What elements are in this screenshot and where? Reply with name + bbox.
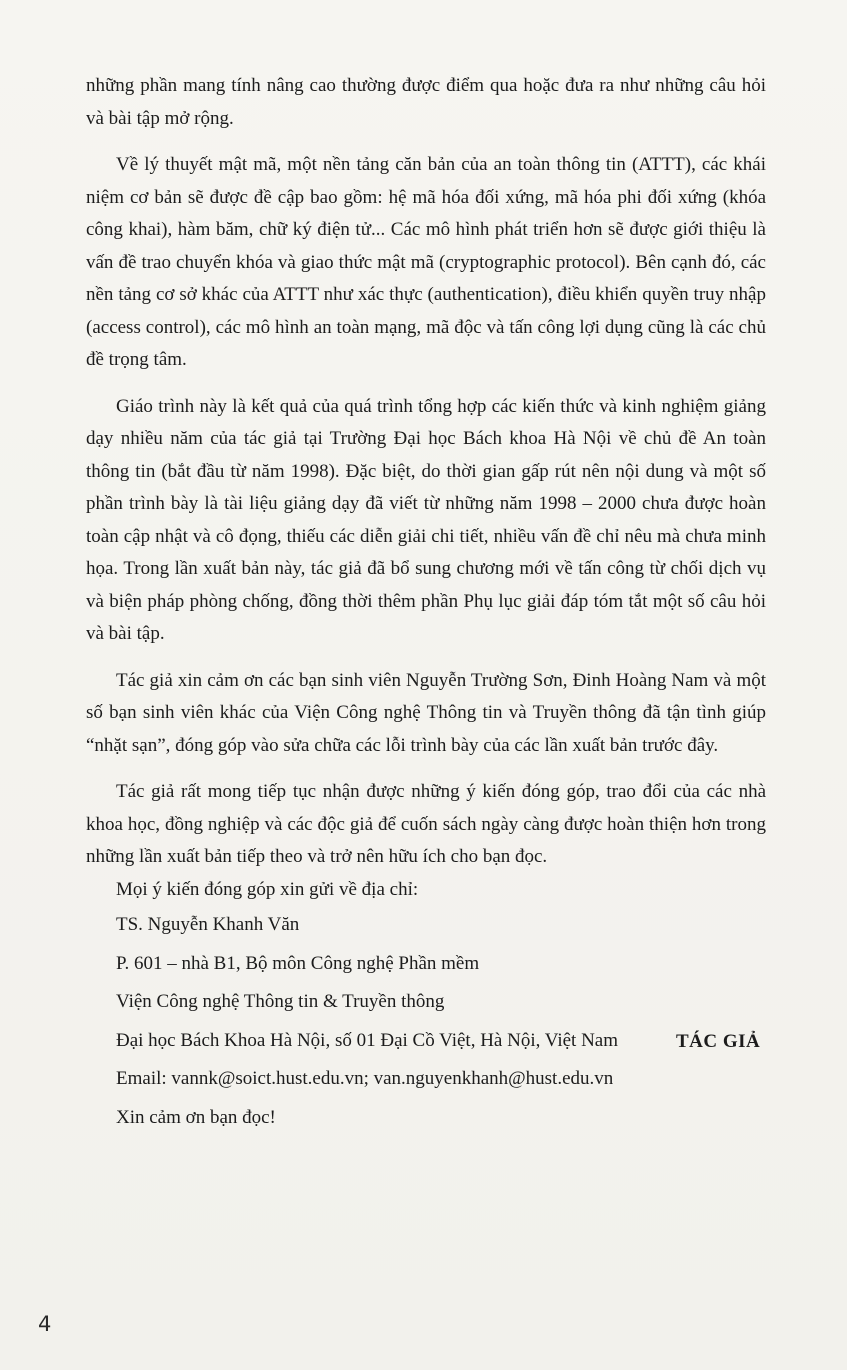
contact-thanks: Xin cảm ơn bạn đọc!: [116, 1106, 276, 1128]
paragraph-feedback-request: Tác giả rất mong tiếp tục nhận được những ý kiến đóng góp, trao đổi của các nhà khoa học, đồng nghiệp và các độc giả để cuốn sách ngày càng được hoàn thiện hơn trong những lần xuất bản tiếp theo và trở nên hữu ích cho bạn đọc.: [86, 781, 766, 867]
contact-room: P. 601 – nhà B1, Bộ môn Công nghệ Phần mềm: [116, 952, 480, 974]
paragraph-textbook-origin: Giáo trình này là kết quả của quá trình tổng hợp các kiến thức và kinh nghiệm giảng dạy nhiều năm của tác giả tại Trường Đại học Bách khoa Hà Nội về chủ đề An toàn thông tin (bắt đầu từ năm 1998). Đặc biệt, do thời gian gấp rút nên nội dung và một số phần trình bày là tài liệu giảng dạy đã viết từ những năm 1998 – 2000 chưa được hoàn toàn cập nhật và cô đọng, thiếu các diễn giải chi tiết, nhiều vấn đề chỉ nêu mà chưa minh họa. Trong lần xuất bản này, tác giả đã bổ sung chương mới về tấn công từ chối dịch vụ và biện pháp phòng chống, đồng thời thêm phần Phụ lục giải đáp tóm tắt một số câu hỏi và bài tập.: [86, 395, 766, 644]
contact-university: Đại học Bách Khoa Hà Nội, số 01 Đại Cồ Việt, Hà Nội, Việt Nam: [116, 1029, 619, 1051]
contact-block: [86, 874, 766, 1138]
page-number: 4: [38, 1312, 52, 1336]
contact-name: TS. Nguyễn Khanh Văn: [116, 914, 300, 935]
paragraph-continued: những phần mang tính nâng cao thường được điểm qua hoặc đưa ra như những câu hỏi và bài tập mở rộng.: [86, 75, 766, 129]
page-body: [86, 70, 766, 1137]
contact-intro: Mọi ý kiến đóng góp xin gửi về địa chỉ:: [116, 878, 419, 900]
author-signature: TÁC GIẢ: [676, 1031, 761, 1052]
contact-institute: Viện Công nghệ Thông tin & Truyền thông: [116, 991, 445, 1012]
paragraph-cryptography: Về lý thuyết mật mã, một nền tảng căn bản của an toàn thông tin (ATTT), các khái niệm cơ bản sẽ được đề cập bao gồm: hệ mã hóa đối xứng, mã hóa phi đối xứng (khóa công khai), hàm băm, chữ ký điện tử... Các mô hình phát triển hơn sẽ được giới thiệu là vấn đề trao chuyển khóa và giao thức mật mã (cryptographic protocol). Bên cạnh đó, các nền tảng cơ sở khác của ATTT như xác thực (authentication), điều khiển quyền truy nhập (access control), các mô hình an toàn mạng, mã độc và tấn công lợi dụng cũng là các chủ đề trọng tâm.: [86, 154, 766, 370]
paragraph-acknowledgements: Tác giả xin cảm ơn các bạn sinh viên Nguyễn Trường Sơn, Đinh Hoàng Nam và một số bạn sinh viên khác của Viện Công nghệ Thông tin và Truyền thông đã tận tình giúp “nhặt sạn”, đóng góp vào sửa chữa các lỗi trình bày của các lần xuất bản trước đây.: [86, 669, 766, 756]
contact-email: Email: vannk@soict.hust.edu.vn; van.nguyenkhanh@hust.edu.vn: [116, 1068, 614, 1089]
